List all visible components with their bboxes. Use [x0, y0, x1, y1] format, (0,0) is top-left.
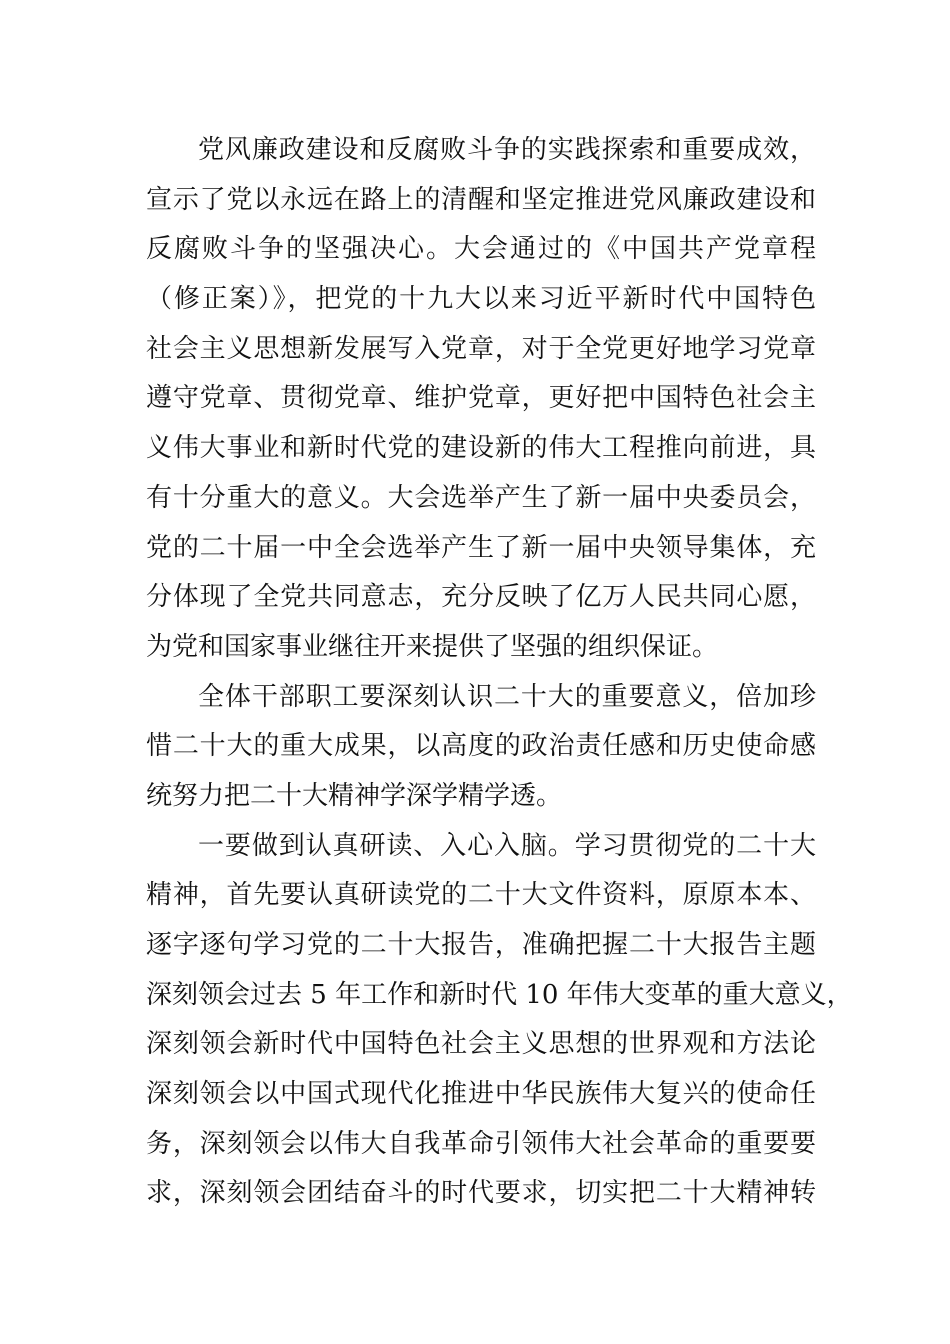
- paragraph-line: 深刻领会新时代中国特色社会主义思想的世界观和方法论: [146, 1029, 816, 1060]
- paragraph-line: 深刻领会以中国式现代化推进中华民族伟大复兴的使命任: [146, 1079, 816, 1110]
- paragraph-line: 宣示了党以永远在路上的清醒和坚定推进党风廉政建设和: [146, 184, 816, 215]
- paragraph-line: 逐字逐句学习党的二十大报告，准确把握二十大报告主题: [146, 930, 816, 960]
- paragraph-line: 社会主义思想新发展写入党章，对于全党更好地学习党章: [146, 333, 816, 364]
- paragraph-line: 全体干部职工要深刻认识二十大的重要意义，倍加珍: [198, 681, 816, 712]
- paragraph-line: 义伟大事业和新时代党的建设新的伟大工程推向前进，具: [146, 433, 816, 464]
- paragraph-line: 有十分重大的意义。大会选举产生了新一届中央委员会，: [146, 482, 816, 513]
- paragraph-line: 务，深刻领会以伟大自我革命引领伟大社会革命的重要要: [146, 1128, 816, 1159]
- paragraph-line: 惜二十大的重大成果，以高度的政治责任感和历史使命感: [146, 731, 816, 762]
- paragraph-line: 为党和国家事业继往开来提供了坚强的组织保证。: [146, 631, 719, 662]
- paragraph-line: 统努力把二十大精神学深学精学透。: [146, 780, 563, 811]
- paragraph-line: 党风廉政建设和反腐败斗争的实践探索和重要成效，: [198, 135, 816, 165]
- paragraph-line: 一要做到认真研读、入心入脑。学习贯彻党的二十大: [198, 830, 816, 861]
- paragraph-line: 遵守党章、贯彻党章、维护党章，更好把中国特色社会主: [146, 383, 816, 414]
- paragraph-line: 分体现了全党共同意志，充分反映了亿万人民共同心愿，: [146, 582, 816, 613]
- paragraph-line: （修正案）》，把党的十九大以来习近平新时代中国特色: [146, 284, 816, 315]
- paragraph-line: 党的二十届一中全会选举产生了新一届中央领导集体，充: [146, 532, 816, 563]
- paragraph-line: 深刻领会过去 5 年工作和新时代 10 年伟大变革的重大意义，: [146, 979, 853, 1010]
- paragraph-line: 求，深刻领会团结奋斗的时代要求，切实把二十大精神转: [146, 1178, 816, 1209]
- paragraph-line: 精神，首先要认真研读党的二十大文件资料，原原本本、: [146, 880, 816, 911]
- paragraph-line: 反腐败斗争的坚强决心。大会通过的《中国共产党章程: [146, 234, 816, 265]
- document-body: [146, 126, 853, 1219]
